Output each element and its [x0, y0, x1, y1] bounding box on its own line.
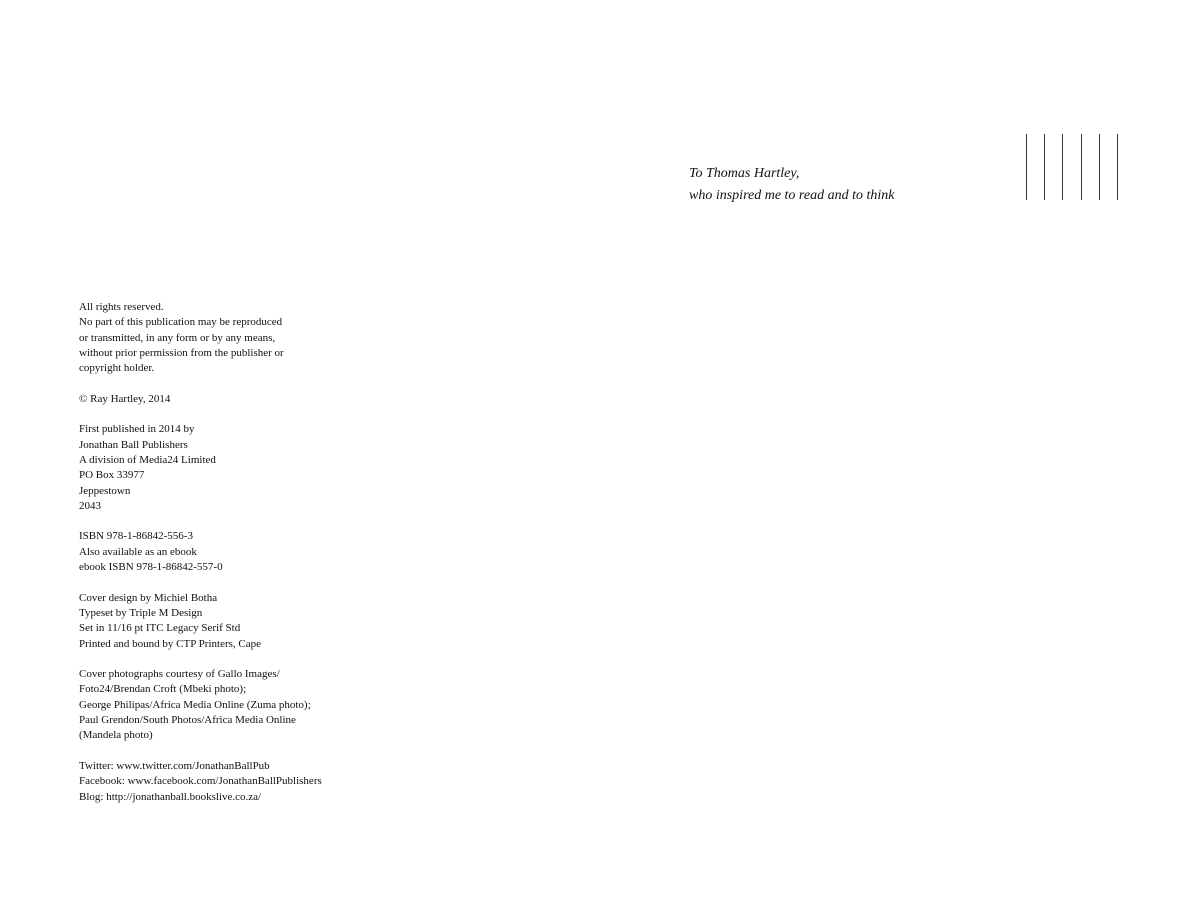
imprint-line: Typeset by Triple M Design	[79, 606, 203, 619]
publisher-info	[79, 422, 322, 514]
isbn-info	[79, 529, 322, 575]
imprint-line: © Ray Hartley, 2014	[79, 392, 171, 405]
dedication	[689, 163, 894, 207]
vertical-rule	[1081, 134, 1082, 200]
decorative-rules	[1026, 134, 1120, 200]
production-credits	[79, 591, 322, 652]
imprint-line: Cover photographs courtesy of Gallo Images/	[79, 668, 280, 681]
vertical-rule	[1044, 134, 1045, 200]
imprint-line: First published in 2014 by	[79, 423, 195, 436]
imprint-line: George Philipas/Africa Media Online (Zuma photo);	[79, 698, 311, 711]
imprint-line: Cover design by Michiel Botha	[79, 591, 218, 604]
imprint-line: Set in 11/16 pt ITC Legacy Serif Std	[79, 622, 241, 635]
twitter-link[interactable]: Twitter: www.twitter.com/JonathanBallPub	[79, 759, 270, 772]
blog-link[interactable]: Blog: http://jonathanball.bookslive.co.za/	[79, 790, 262, 803]
imprint-line: or transmitted, in any form or by any means,	[79, 331, 276, 344]
imprint-line: Paul Grendon/South Photos/Africa Media Online	[79, 714, 296, 727]
vertical-rule	[1099, 134, 1100, 200]
imprint-line: ISBN 978-1-86842-556-3	[79, 530, 193, 543]
imprint-line: 2043	[79, 499, 101, 512]
vertical-rule	[1117, 134, 1118, 200]
imprint-line: Jonathan Ball Publishers	[79, 438, 188, 451]
imprint-line: without prior permission from the publisher or	[79, 346, 284, 359]
imprint-line: ebook ISBN 978-1-86842-557-0	[79, 561, 223, 574]
imprint-line: A division of Media24 Limited	[79, 453, 216, 466]
imprint-line: Also available as an ebook	[79, 545, 197, 558]
imprint-line: PO Box 33977	[79, 469, 145, 482]
imprint-line: copyright holder.	[79, 362, 155, 375]
vertical-rule	[1062, 134, 1063, 200]
imprint-line: Printed and bound by CTP Printers, Cape	[79, 637, 261, 650]
facebook-link[interactable]: Facebook: www.facebook.com/JonathanBallPublishers	[79, 775, 322, 788]
imprint-line: Foto24/Brendan Croft (Mbeki photo);	[79, 683, 247, 696]
dedication-line: who inspired me to read and to think	[689, 188, 895, 203]
imprint-line: (Mandela photo)	[79, 729, 153, 742]
dedication-line: To Thomas Hartley,	[689, 166, 800, 181]
copyright-line	[79, 392, 322, 407]
imprint-line: Jeppestown	[79, 484, 131, 497]
photo-credits	[79, 667, 322, 743]
imprint-line: All rights reserved.	[79, 301, 164, 313]
copyright-imprint	[79, 300, 322, 820]
vertical-rule	[1026, 134, 1027, 200]
rights-notice	[79, 300, 322, 376]
social-links	[79, 759, 322, 805]
imprint-line: No part of this publication may be reproduced	[79, 316, 283, 329]
